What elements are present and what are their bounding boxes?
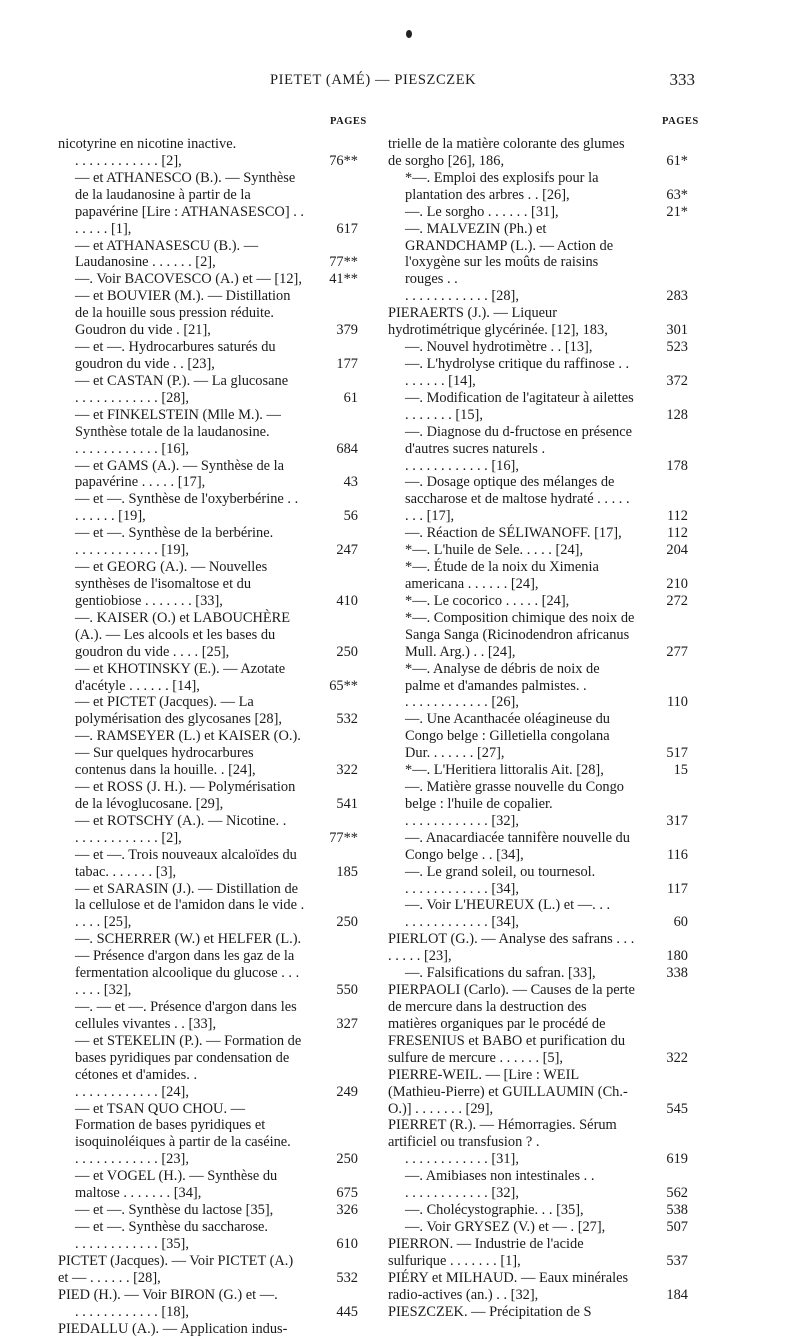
entry-text: — et GEORG (A.). — Nouvelles synthèses de l'isomaltose et du gentiobiose . . . . . . . [33], (75, 559, 268, 609)
index-entry (388, 559, 688, 593)
entry-page: 562 (666, 1185, 688, 1202)
entry-text: — et ROTSCHY (A.). — Nicotine. . (75, 812, 287, 829)
index-entry (58, 491, 358, 525)
index-entry (388, 204, 688, 221)
entry-page: 317 (666, 812, 688, 829)
index-entry (58, 1304, 358, 1321)
entry-text: . . . . . . . . . . . . [18], (75, 1303, 189, 1320)
index-entry (58, 728, 358, 779)
entry-text: —. L'hydrolyse critique du raffinose . . . . . . . . [14], (405, 355, 630, 389)
entry-page: 550 (336, 982, 358, 999)
entry-page: 538 (666, 1202, 688, 1219)
entry-text: —. Nouvel hydrotimètre . . [13], (405, 339, 593, 356)
index-entry (388, 458, 688, 475)
index-entry (388, 1151, 688, 1168)
index-entry (388, 1067, 688, 1118)
entry-text: —. — et —. Présence d'argon dans les cellules vivantes . . [33], (75, 999, 297, 1032)
entry-text: —. Diagnose du d-fructose en présence d'autres sucres naturels . (405, 423, 632, 457)
ink-dot (406, 30, 412, 38)
entry-page: 410 (336, 592, 358, 609)
entry-page: 675 (336, 1185, 358, 1202)
entry-page: 247 (336, 542, 358, 559)
entry-page: 326 (336, 1202, 358, 1219)
entry-page: 610 (336, 1235, 358, 1252)
entry-text: . . . . . . . . . . . . [31], (405, 1151, 519, 1168)
entry-text: PIERLOT (G.). — Analyse des safrans . . . . . . . . [23], (388, 931, 635, 965)
entry-page: 180 (666, 948, 688, 965)
entry-page: 250 (336, 643, 358, 660)
index-entry (388, 221, 688, 289)
entry-text: PIERAERTS (J.). — Liqueur hydrotimétrique glycérinée. [12], 183, (388, 305, 608, 339)
entry-text: *—. L'huile de Sele. . . . . [24], (405, 542, 584, 559)
entry-page: 327 (336, 1015, 358, 1032)
entry-page: 204 (666, 542, 688, 559)
entry-page: 63* (666, 186, 688, 203)
entry-text: . . . . . . . . . . . . [28], (75, 389, 189, 406)
entry-text: — et —. Synthèse du saccharose. (75, 1219, 269, 1235)
index-entry (58, 813, 358, 830)
entry-page: 322 (666, 1049, 688, 1066)
index-entry (388, 593, 688, 610)
entry-text: . . . . . . . . . . . . [34], (405, 914, 519, 931)
entry-page: 112 (666, 508, 688, 525)
index-entry (388, 762, 688, 779)
index-entry (58, 559, 358, 610)
index-entry (388, 897, 688, 914)
entry-text: —. Voir BACOVESCO (A.) et — [12], (75, 271, 302, 288)
entry-page: 185 (336, 863, 358, 880)
entry-text: . . . . . . . . . . . . [23], (75, 1151, 189, 1168)
entry-text: *—. L'Heritiera littoralis Ait. [28], (405, 762, 604, 779)
index-entry (58, 441, 358, 458)
entry-text: —. Modification de l'agitateur à ailettes . . . . . . . [15], (405, 389, 634, 423)
entry-page: 507 (666, 1219, 688, 1235)
index-entry (388, 1270, 688, 1304)
index-entry (388, 525, 688, 542)
entry-page: 545 (666, 1100, 688, 1117)
entry-text: — et FINKELSTEIN (Mlle M.). — Synthèse totale de la laudanosine. (75, 406, 281, 440)
entry-text: — et —. Synthèse de l'oxyberbérine . . . . . . . . [19], (75, 491, 299, 525)
entry-text: —. Le sorgho . . . . . . [31], (405, 203, 559, 220)
index-entry (388, 1185, 688, 1202)
index-entry (388, 982, 688, 1067)
index-entry (388, 1219, 688, 1236)
entry-text: *—. Analyse de débris de noix de palme et d'amandes palmistes. . (405, 660, 600, 694)
entry-text: *—. Le cocorico . . . . . [24], (405, 592, 570, 609)
entry-text: . . . . . . . . . . . . [19], (75, 542, 189, 559)
index-entry (58, 153, 358, 170)
entry-page: 77** (329, 829, 358, 846)
index-entry (58, 847, 358, 881)
entry-page: 541 (336, 795, 358, 812)
entry-text: —. Dosage optique des mélanges de saccharose et de maltose hydraté . . . . . . . . [17], (405, 474, 630, 525)
index-entry (388, 881, 688, 898)
entry-page: 250 (336, 914, 358, 931)
index-entry (58, 694, 358, 728)
index-entry (388, 474, 688, 525)
entry-text: PIED (H.). — Voir BIRON (G.) et —. (58, 1286, 278, 1303)
entry-page: 15 (673, 762, 688, 779)
index-entry (58, 1151, 358, 1168)
entry-text: — et —. Synthèse du lactose [35], (75, 1202, 274, 1219)
entry-text: PIESZCZEK. — Précipitation de S (388, 1303, 592, 1320)
entry-page: 283 (666, 288, 688, 305)
index-entry (58, 661, 358, 695)
entry-text: — et BOUVIER (M.). — Distillation de la houille sous pression réduite. Goudron du vide . [21], (75, 288, 291, 339)
index-entry (58, 1168, 358, 1202)
index-entry (388, 1236, 688, 1270)
entry-page: 517 (666, 745, 688, 762)
index-entry (58, 779, 358, 813)
entry-text: . . . . . . . . . . . . [32], (405, 812, 519, 829)
index-column-right (388, 136, 688, 1321)
entry-text: . . . . . . . . . . . . [2], (75, 152, 182, 169)
entry-text: . . . . . . . . . . . . [24], (75, 1083, 189, 1100)
index-entry (58, 339, 358, 373)
entry-text: — et CASTAN (P.). — La glucosane (75, 372, 289, 389)
entry-text: . . . . . . . . . . . . [2], (75, 829, 182, 846)
entry-page: 128 (666, 406, 688, 423)
entry-text: — et ATHANASESCU (B.). — Laudanosine . . . . . . [2], (75, 237, 259, 271)
entry-text: . . . . . . . . . . . . [32], (405, 1185, 519, 1202)
entry-page: 532 (336, 711, 358, 728)
entry-page: 61* (666, 152, 688, 169)
entry-text: —. Une Acanthacée oléagineuse du Congo belge : Gilletiella congolana Dur. . . . . . . [27], (405, 711, 610, 762)
index-entry (388, 356, 688, 390)
index-entry (58, 373, 358, 390)
entry-text: —. RAMSEYER (L.) et KAISER (O.). — Sur quelques hydrocarbures contenus dans la houille. . [24], (75, 728, 301, 779)
entry-text: PIERRON. — Industrie de l'acide sulfurique . . . . . . . [1], (388, 1235, 584, 1269)
index-entry (58, 1033, 358, 1084)
entry-page: 110 (666, 694, 688, 711)
entry-text: — et STEKELIN (P.). — Formation de bases pyridiques par condensation de cétones et d'amides. . (75, 1032, 302, 1083)
entry-page: 272 (666, 592, 688, 609)
entry-page: 116 (666, 846, 688, 863)
entry-page: 301 (666, 322, 688, 339)
index-entry (58, 458, 358, 492)
entry-page: 117 (666, 880, 688, 897)
entry-text: PIEDALLU (A.). — Application indus- (58, 1320, 288, 1337)
index-entry (388, 305, 688, 339)
entry-page: 210 (666, 575, 688, 592)
entry-text: —. Falsifications du safran. [33], (405, 965, 596, 982)
index-entry (58, 525, 358, 542)
index-entry (58, 999, 358, 1033)
entry-text: — et KHOTINSKY (E.). — Azotate d'acétyle . . . . . . [14], (75, 660, 286, 694)
entry-text: . . . . . . . . . . . . [28], (405, 288, 519, 305)
entry-page: 617 (336, 220, 358, 237)
entry-page: 338 (666, 965, 688, 982)
index-entry (388, 610, 688, 661)
index-entry (388, 1304, 688, 1321)
index-entry (388, 694, 688, 711)
entry-page: 684 (336, 440, 358, 457)
entry-page: 537 (666, 1252, 688, 1269)
entry-page: 177 (336, 355, 358, 372)
entry-text: —. Matière grasse nouvelle du Congo belge : l'huile de copalier. (405, 779, 625, 812)
entry-page: 43 (343, 474, 358, 491)
entry-page: 65** (329, 677, 358, 694)
index-entry (388, 1168, 688, 1185)
entry-text: . . . . . . . . . . . . [16], (405, 457, 519, 474)
entry-text: —. Voir L'HEUREUX (L.) et —. . . (405, 897, 611, 914)
index-entry (58, 881, 358, 932)
index-entry (58, 271, 358, 288)
index-entry (58, 1236, 358, 1253)
index-entry (388, 424, 688, 458)
index-entry (58, 1287, 358, 1304)
entry-text: — et PICTET (Jacques). — La polymérisation des glycosanes [28], (75, 694, 283, 728)
index-entry (388, 1202, 688, 1219)
index-entry (388, 661, 688, 695)
entry-text: PIERRET (R.). — Hémorragies. Sérum artificiel ou transfusion ? . (388, 1117, 617, 1151)
entry-text: *—. Emploi des explosifs pour la plantation des arbres . . [26], (405, 169, 599, 203)
index-entry (388, 779, 688, 813)
index-entry (388, 711, 688, 762)
entry-page: 523 (666, 339, 688, 356)
entry-page: 372 (666, 372, 688, 389)
index-entry (388, 170, 688, 204)
entry-text: *—. Étude de la noix du Ximenia americana . . . . . . [24], (405, 559, 599, 592)
pages-column-label-right: PAGES (662, 116, 699, 127)
index-entry (58, 830, 358, 847)
entry-page: 77** (329, 254, 358, 271)
index-entry (58, 136, 358, 153)
entry-text: PIERPAOLI (Carlo). — Causes de la perte de mercure dans la destruction des matières organiques par le procédé de FRESENIUS et BABO et purification du sulfure de mercure . . . . . . [5], (388, 982, 635, 1066)
index-entry (58, 170, 358, 238)
entry-text: —. Anacardiacée tannifère nouvelle du Congo belge . . [34], (405, 829, 630, 863)
entry-page: 249 (336, 1083, 358, 1100)
entry-text: —. KAISER (O.) et LABOUCHÈRE (A.). — Les alcools et les bases du goudron du vide . . . . [25], (75, 609, 291, 660)
index-entry (388, 136, 688, 170)
entry-text: —. Cholécystographie. . . [35], (405, 1202, 584, 1219)
entry-text: . . . . . . . . . . . . [26], (405, 694, 519, 711)
entry-page: 250 (336, 1151, 358, 1168)
index-entry (388, 813, 688, 830)
entry-text: —. SCHERRER (W.) et HELFER (L.). — Présence d'argon dans les gaz de la fermentation alcoolique du glucose . . . . . . . [32], (75, 931, 302, 999)
index-entry (388, 288, 688, 305)
index-entry (58, 1202, 358, 1219)
index-entry (388, 931, 688, 965)
entry-text: trielle de la matière colorante des glumes de sorgho [26], 186, (388, 136, 625, 169)
entry-page: 112 (666, 525, 688, 542)
index-entry (388, 965, 688, 982)
entry-text: nicotyrine en nicotine inactive. (58, 136, 237, 152)
entry-text: . . . . . . . . . . . . [16], (75, 440, 189, 457)
entry-page: 56 (343, 508, 358, 525)
running-head: PIETET (AMÉ) — PIESZCZEK (270, 72, 477, 88)
entry-page: 178 (666, 457, 688, 474)
index-entry (58, 931, 358, 999)
index-entry (58, 610, 358, 661)
entry-text: — et TSAN QUO CHOU. — Formation de bases pyridiques et isoquinoléiques à partir de la caséine. (75, 1100, 291, 1151)
entry-text: — et SARASIN (J.). — Distillation de la cellulose et de l'amidon dans le vide . . . . . [25], (75, 880, 305, 931)
entry-text: — et ATHANESCO (B.). — Synthèse de la laudanosine à partir de la papavérine [Lire : ATHANASESCO] . . . . . . . [1], (75, 169, 305, 237)
entry-text: —. Amibiases non intestinales . . (405, 1168, 595, 1185)
entry-page: 61 (343, 389, 358, 406)
index-entry (58, 1101, 358, 1152)
index-entry (58, 1321, 358, 1337)
index-entry (388, 914, 688, 931)
index-entry (388, 830, 688, 864)
entry-text: — et —. Trois nouveaux alcaloïdes du tabac. . . . . . . [3], (75, 846, 297, 880)
index-entry (388, 339, 688, 356)
entry-text: — et ROSS (J. H.). — Polymérisation de la lévoglucosane. [29], (75, 779, 296, 812)
index-entry (388, 1117, 688, 1151)
index-entry (388, 542, 688, 559)
index-entry (388, 390, 688, 424)
entry-text: PIERRE-WEIL. — [Lire : WEIL (Mathieu-Pierre) et GUILLAUMIN (Ch.-O.)] . . . . . . . [29], (388, 1066, 628, 1117)
entry-page: 619 (666, 1151, 688, 1168)
entry-page: 445 (336, 1303, 358, 1320)
index-entry (58, 407, 358, 441)
entry-text: PICTET (Jacques). — Voir PICTET (A.) et — . . . . . . [28], (58, 1252, 294, 1286)
entry-page: 41** (329, 271, 358, 288)
page-number: 333 (669, 70, 695, 89)
entry-page: 322 (336, 762, 358, 779)
entry-text: PIÉRY et MILHAUD. — Eaux minérales radio-actives (an.) . . [32], (388, 1269, 629, 1303)
entry-text: *—. Composition chimique des noix de Sanga Sanga (Ricinodendron africanus Mull. Arg.) . . [24], (405, 609, 635, 660)
entry-page: 184 (666, 1286, 688, 1303)
index-entry (58, 542, 358, 559)
index-entry (58, 238, 358, 272)
entry-text: . . . . . . . . . . . . [35], (75, 1235, 189, 1252)
index-entry (58, 1084, 358, 1101)
entry-text: —. Réaction de SÉLIWANOFF. [17], (405, 525, 622, 542)
entry-text: —. Voir GRYSEZ (V.) et — . [27], (405, 1219, 606, 1235)
entry-text: —. MALVEZIN (Ph.) et GRANDCHAMP (L.). — Action de l'oxygène sur les moûts de raisins rouges . . (405, 220, 614, 288)
entry-page: 532 (336, 1269, 358, 1286)
index-entry (58, 1253, 358, 1287)
entry-text: . . . . . . . . . . . . [34], (405, 880, 519, 897)
entry-page: 21* (666, 203, 688, 220)
index-entry (58, 288, 358, 339)
index-entry (388, 864, 688, 881)
entry-page: 76** (329, 152, 358, 169)
pages-column-label-left: PAGES (330, 116, 367, 127)
entry-page: 379 (336, 322, 358, 339)
index-entry (58, 1219, 358, 1236)
entry-text: —. Le grand soleil, ou tournesol. (405, 863, 596, 880)
index-column-left (58, 136, 358, 1337)
entry-text: — et VOGEL (H.). — Synthèse du maltose . . . . . . . [34], (75, 1168, 278, 1202)
entry-text: — et —. Synthèse de la berbérine. (75, 525, 274, 542)
entry-text: — et —. Hydrocarbures saturés du goudron du vide . . [23], (75, 339, 276, 372)
entry-page: 277 (666, 643, 688, 660)
index-entry (58, 390, 358, 407)
entry-page: 60 (673, 914, 688, 931)
entry-text: — et GAMS (A.). — Synthèse de la papavérine . . . . . [17], (75, 457, 285, 491)
